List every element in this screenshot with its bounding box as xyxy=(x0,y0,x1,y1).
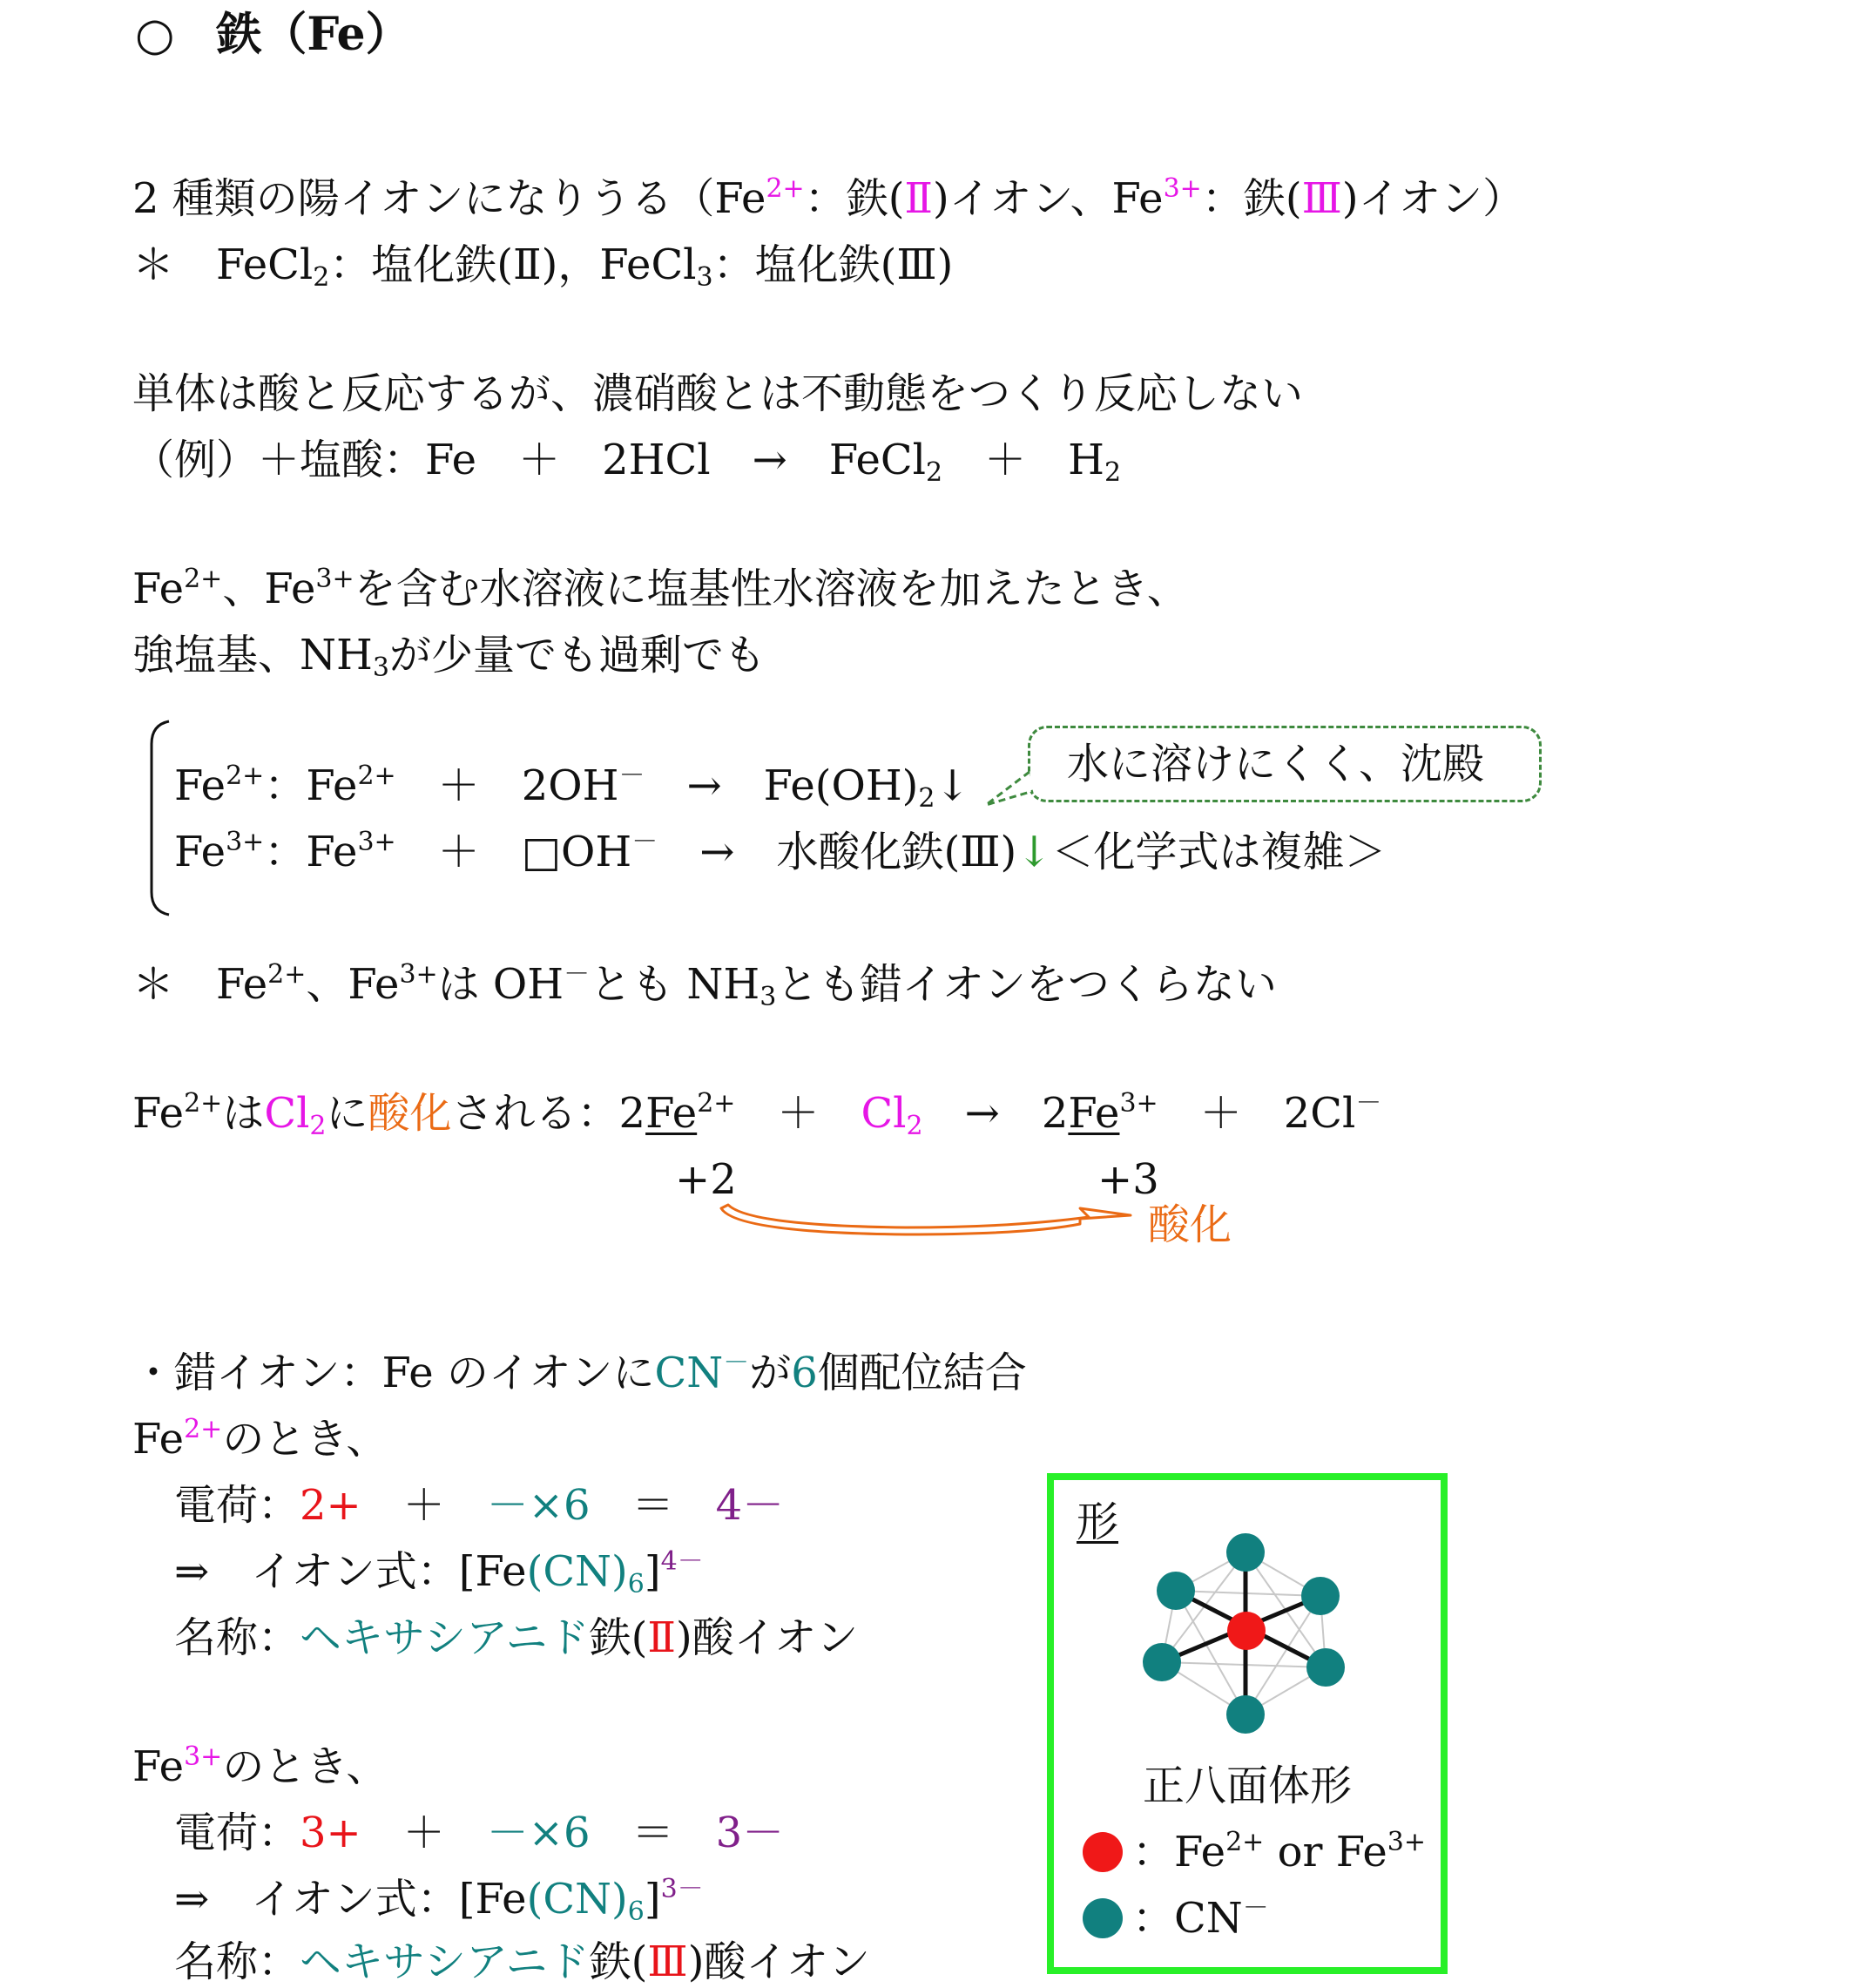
callout-pointer xyxy=(984,767,1036,810)
shape-caption: 正八面体形 xyxy=(1143,1761,1353,1810)
central-fe-ion xyxy=(1227,1612,1266,1650)
callout-text: 水に溶けにくく、沈殿 xyxy=(1067,740,1485,788)
ligand-cn-lower-right xyxy=(1306,1648,1345,1687)
oxidation-equation: $Fe^{2+}$は$Cl_2$に酸化される：$2Fe^{2+} + Cl_2 \to 2Fe^{3+} + 2Cl^-$ xyxy=(132,1088,1382,1141)
cn-legend-text: ：CN－ xyxy=(1132,1893,1269,1943)
section-title: ○ 鉄（Fe） xyxy=(135,8,411,61)
oxidation-number-before: +2 xyxy=(675,1155,737,1204)
oxidation-arrow-label: 酸化 xyxy=(1148,1200,1232,1249)
ion-types-line: 2 種類の陽イオンになりうる（$Fe^{2+}$：鉄(Ⅱ)イオン、$Fe^{3+}$：鉄(Ⅲ)イオン） xyxy=(132,173,1525,223)
octahedron-diagram xyxy=(1132,1533,1376,1742)
fe3-charge-line: 電荷：3+ ＋ －×6 ＝ 3－ xyxy=(174,1809,785,1857)
fe2-case-heading: $Fe^{2+}$のとき、 xyxy=(132,1414,388,1464)
ligand-cn-top xyxy=(1226,1533,1265,1572)
fe3-case-heading: $Fe^{3+}$のとき、 xyxy=(132,1741,388,1791)
acid-reaction-text: 単体は酸と反応するが、濃硝酸とは不動態をつくり反応しない xyxy=(132,369,1304,418)
fe2-charge-line: 電荷：2+ ＋ －×6 ＝ 4－ xyxy=(174,1481,785,1530)
shape-title: 形 xyxy=(1077,1498,1119,1546)
circle-icon: ○ xyxy=(135,8,175,61)
fe3-name-line: 名称：ヘキサシアニド鉄(Ⅲ)酸イオン xyxy=(174,1937,870,1986)
chloride-names-line: ＊ FeCl$_2$：塩化鉄(Ⅱ)，FeCl$_3$：塩化鉄(Ⅲ) xyxy=(132,240,954,293)
fe2-hydroxide-reaction: $Fe^{2+}$：$Fe^{2+} + 2OH^-$ → $Fe(OH)_2↓$ xyxy=(174,761,970,814)
acid-example-equation: （例）＋塩酸：Fe ＋ 2HCl → FeCl$_2$ ＋ $H_2$ xyxy=(132,436,1122,488)
oxidation-number-after: +3 xyxy=(1097,1155,1159,1204)
fe3-formula-line: ⇒ イオン式：$[Fe(CN)_6]^{3-}$ xyxy=(174,1874,704,1927)
cn-legend-dot xyxy=(1083,1898,1123,1938)
fe3-hydroxide-reaction: $Fe^{3+}$：$Fe^{3+}$ ＋ □OH－ → 水酸化鉄(Ⅲ)↓＜化学式は複雑＞ xyxy=(174,827,1387,876)
base-reaction-line2: 強塩基、$NH_3$が少量でも過剰でも xyxy=(132,631,766,683)
fe2-name-line: 名称：ヘキサシアニド鉄(Ⅱ)酸イオン xyxy=(174,1613,859,1662)
complex-ion-intro: ・錯イオン：Fe のイオンにCN－が6個配位結合 xyxy=(132,1348,1027,1397)
ligand-cn-upper-right xyxy=(1301,1577,1340,1615)
reaction-brace xyxy=(143,718,178,918)
ligand-cn-lower-left xyxy=(1143,1643,1181,1681)
fe2-formula-line: ⇒ イオン式：$[Fe(CN)_6]^{4-}$ xyxy=(174,1546,704,1599)
ligand-cn-bottom xyxy=(1226,1695,1265,1734)
no-complex-note: ＊ $Fe^{2+}$、$Fe^{3+}$は OH－とも $NH_3$とも錯イオンをつくらない xyxy=(132,959,1277,1012)
oxidation-arrow xyxy=(714,1198,1141,1259)
ligand-cn-upper-left xyxy=(1157,1572,1195,1610)
fe-legend-dot xyxy=(1083,1832,1123,1872)
base-reaction-line1: $Fe^{2+}$、$Fe^{3+}$を含む水溶液に塩基性水溶液を加えたとき、 xyxy=(132,564,1189,613)
fe-legend-text: ：$Fe^{2+}$ or $Fe^{3+}$ xyxy=(1132,1827,1427,1876)
